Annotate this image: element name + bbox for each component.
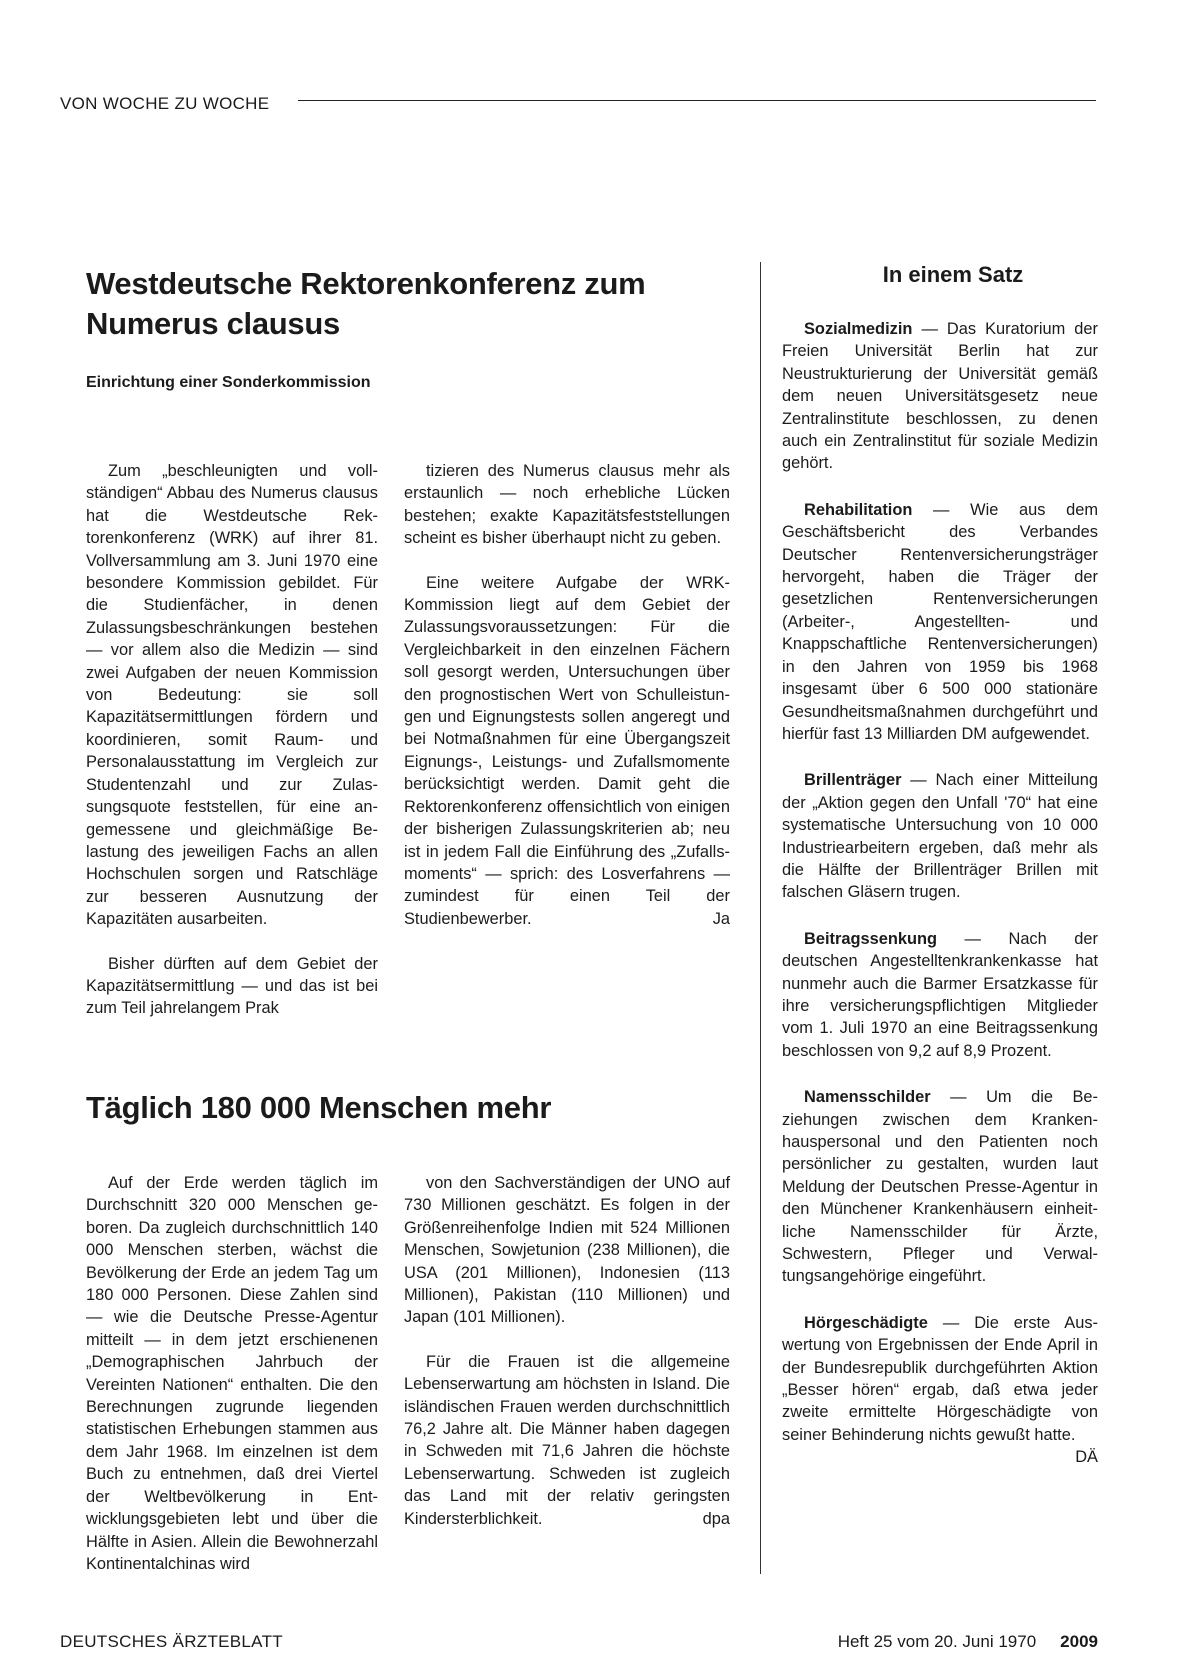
paragraph-text: Für die Frauen ist die allgemeine Lebenserwartung am höchsten in Island. Die isländischen Frauen werden durchschnittlich 76,2 Jahre alt. Die Männer haben dagegen in Schweden mit 71,6 Jahren die höchste Lebenserwartung. Schweden ist zugleich das Land mit der relativ geringsten Kindersterblichkeit. <box>404 1352 730 1528</box>
sidebar-item <box>782 499 1098 745</box>
author-signature: dpa <box>702 1509 730 1528</box>
article2-column1 <box>86 1172 378 1575</box>
sidebar-text: — Nach der deutschen Angestelltenkrankenkasse hat nunmehr auch die Barmer Ersatzkasse für ihre versicherungspflichtigen Mitglieder vom 1. Juli 1970 an eine Beitragssenkung beschlossen von 9,2 auf 8,9 Prozent. <box>782 929 1098 1060</box>
sidebar-keyword: Hörgeschädigte <box>804 1313 928 1332</box>
paragraph-text: Eine weitere Aufgabe der WRK-Kommission liegt auf dem Gebiet der Zulassungsvoraussetzungen: Für die Vergleichbarkeit in den einzelnen Fächern soll gesorgt werden, Untersuchungen über den prognostischen Wert von Schulleistungen und Eignungstests sollen angeregt und bei Notmaßnahmen für eine Übergangszeit Eignungs-, Leistungs- und Zufallsmomente berücksichtigt werden. Damit geht die Rektorenkonferenz offensichtlich von einigen der bisherigen Zulassungskriterien ab; neu ist in jedem Fall die Einführung des „Zufallsmoments“ — sprich: des Losverfahrens — zumindest für einen Teil der Studienbewerber. <box>404 573 730 928</box>
sidebar-keyword: Brillenträger <box>804 771 902 790</box>
article2-title: Täglich 180 000 Menschen mehr <box>86 1090 552 1125</box>
section-label: VON WOCHE ZU WOCHE <box>60 94 270 113</box>
sidebar-keyword: Beitragssenkung <box>804 929 937 948</box>
article1-subtitle: Einrichtung einer Sonderkommission <box>86 374 371 391</box>
sidebar-text: — Die erste Auswertung von Ergebnissen der Ende April in der Bundesrepublik durchgeführten Aktion „Besser hören“ ergab, daß etwa jeder zweite ermittelte Hörgeschädigte von seiner Behinderung nichts gewußt hatte. <box>782 1313 1098 1444</box>
sidebar-keyword: Rehabilitation <box>804 500 913 519</box>
article1-title: Westdeutsche Rektorenkonferenz zum Numerus clausus <box>86 266 646 341</box>
sidebar-keyword: Sozialmedizin <box>804 320 913 338</box>
sidebar-item <box>782 769 1098 903</box>
header-rule <box>298 100 1096 101</box>
paragraph: Zum „beschleunigten und vollständigen“ Abbau des Numerus clausus hat die Westdeutsche Rektorenkonferenz (WRK) auf ihrer 81. Vollversammlung am 3. Juni 1970 eine besondere Kommission gebildet. Für die Studienfächer, in denen Zulassungsbeschränkungen bestehen — vor allem also die Medizin — sind zwei Aufgaben der neuen Kommission von Bedeutung: sie soll Kapazitätsermittlungen fördern und koordinieren, somit Raum- und Personalausstattung im Vergleich zur Studentenzahl und zur Zulassungsquote feststellen, für eine angemessene und gleichmäßige Belastung des jeweiligen Fachs an allen Hochschulen sorgen und Ratschläge zur besseren Ausnutzung der Kapazitäten ausarbeiten. <box>86 462 378 929</box>
journal-name: DEUTSCHES ÄRZTEBLATT <box>60 1632 283 1651</box>
sidebar-keyword: Namensschilder <box>804 1088 931 1107</box>
column-divider <box>760 262 761 1574</box>
article1-column1 <box>86 460 378 1020</box>
sidebar-text: — Nach einer Mitteilung der „Aktion gegen den Unfall '70“ hat eine systematische Untersuchung von 10 000 Industriearbeitern ergeben, daß mehr als die Hälfte der Brillenträger Brillen mit falschen Gläsern trugen. <box>782 771 1098 902</box>
issue-label: Heft 25 vom 20. Juni 1970 <box>837 1632 1037 1651</box>
sidebar-text: — Um die Beziehungen zwischen dem Krankenhauspersonal und den Patienten noch persönlicher zu gestalten, wurden laut Meldung der Deutschen Presse-Agentur in den Münchener Krankenhäusern einheitliche Namensschilder für Ärzte, Schwestern, Pfleger und Verwaltungsangehörige eingeführt. <box>782 1088 1098 1286</box>
paragraph <box>404 1351 730 1530</box>
paragraph: von den Sachverständigen der UNO auf 730 Millionen geschätzt. Es folgen in der Größenreihenfolge Indien mit 524 Millionen Menschen, Sowjetunion (238 Millionen), die USA (201 Millionen), Indonesien (113 Millionen), Pakistan (110 Millionen) und Japan (101 Millionen). <box>404 1174 730 1327</box>
sidebar-column <box>782 318 1098 1469</box>
paragraph: tizieren des Numerus clausus mehr als erstaunlich — noch erhebliche Lücken bestehen; exakte Kapazitätsfeststellungen scheint es bisher überhaupt nicht zu geben. <box>404 462 730 548</box>
issue-info <box>790 1632 1098 1652</box>
sidebar-item <box>782 1312 1098 1467</box>
page-number: 2009 <box>1060 1632 1098 1651</box>
sidebar-item <box>782 1086 1098 1288</box>
paragraph: Auf der Erde werden täglich im Durchschnitt 320 000 Menschen geboren. Da zugleich durchschnittlich 140 000 Menschen sterben, wächst die Bevölkerung der Erde an jedem Tag um 180 000 Personen. Diese Zahlen sind — wie die Deutsche Presse-Agentur mitteilt — in dem jetzt erschienenen „Demographischen Jahrbuch der Vereinten Nationen“ enthalten. Die den Berechnungen zugrunde liegenden statistischen Erhebungen stammen aus dem Jahr 1968. Im einzelnen ist dem Buch zu entnehmen, daß drei Viertel der Weltbevölkerung in Entwicklungsgebieten lebt und über die Hälfte in Asien. Allein die Bewohnerzahl Kontinentalchinas wird <box>86 1174 378 1573</box>
sidebar-item <box>782 928 1098 1062</box>
article2-column2 <box>404 1172 730 1530</box>
sidebar-text: — Das Kuratorium der Freien Universität Berlin hat zur Neustrukturierung der Universität gemäß dem neuen Universitätsgesetz neue Zentralinstitute beschlossen, zu denen auch ein Zentralinstitut für soziale Medizin gehört. <box>782 320 1098 473</box>
sidebar-title: In einem Satz <box>882 262 1024 287</box>
paragraph: Bisher dürften auf dem Gebiet der Kapazitätsermittlung — und das ist bei zum Teil jahrelangem Prak <box>86 954 378 1018</box>
author-signature: DÄ <box>1075 1448 1098 1467</box>
article1-column2 <box>404 460 730 930</box>
sidebar-text: — Wie aus dem Geschäftsbericht des Verbandes Deutscher Rentenversicherungsträger hervorgeht, haben die Träger der gesetzlichen Rentenversicherungen (Arbeiter-, Angestellten- und Knappschaftliche Rentenversicherungen) in den Jahren von 1959 bis 1968 insgesamt über 6 500 000 stationäre Gesundheitsmaßnahmen durchgeführt und hierfür fast 13 Milliarden DM aufgewendet. <box>782 500 1098 743</box>
sidebar-item <box>782 318 1098 475</box>
paragraph <box>404 572 730 931</box>
author-signature: Ja <box>712 909 730 928</box>
